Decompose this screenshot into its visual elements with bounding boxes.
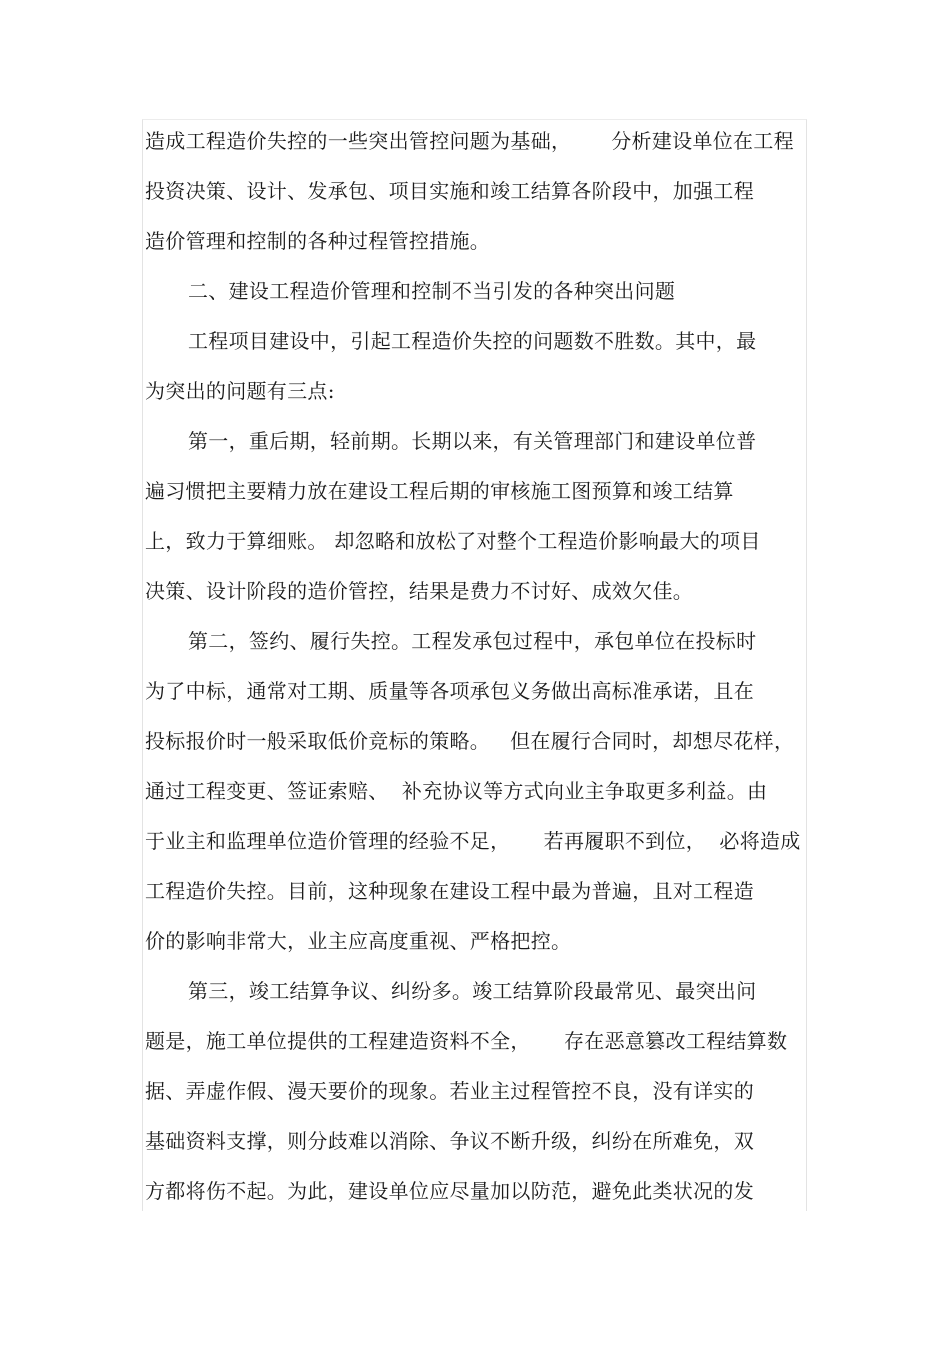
text-line-10: 决策、设计阶段的造价管控，结果是费力不讨好、成效欠佳。 xyxy=(145,579,694,603)
section-heading: 二、建设工程造价管理和控制不当引发的各种突出问题 xyxy=(188,279,676,303)
text-line-22: 方都将伤不起。为此，建设单位应尽量加以防范，避免此类状况的发 xyxy=(145,1179,754,1203)
text-line-11: 第二，签约、履行失控。工程发承包过程中，承包单位在投标时 xyxy=(188,629,757,653)
text-line-5: 工程项目建设中，引起工程造价失控的问题数不胜数。其中，最 xyxy=(188,329,757,353)
text-line-3: 造价管理和控制的各种过程管控措施。 xyxy=(145,229,491,253)
text-line-12: 为了中标，通常对工期、质量等各项承包义务做出高标准承诺，且在 xyxy=(145,679,754,703)
text-line-14: 通过工程变更、签证索赔、 补充协议等方式向业主争取更多利益。由 xyxy=(145,779,768,803)
text-line-7: 第一，重后期，轻前期。长期以来，有关管理部门和建设单位普 xyxy=(188,429,757,453)
text-line-15: 于业主和监理单位造价管理的经验不足， 若再履职不到位， 必将造成 xyxy=(145,829,801,853)
text-line-1: 造成工程造价失控的一些突出管控问题为基础， 分析建设单位在工程 xyxy=(145,129,794,153)
text-line-9: 上，致力于算细账。 却忽略和放松了对整个工程造价影响最大的项目 xyxy=(145,529,761,553)
text-line-16: 工程造价失控。目前，这种现象在建设工程中最为普遍，且对工程造 xyxy=(145,879,754,903)
text-line-8: 遍习惯把主要精力放在建设工程后期的审核施工图预算和竣工结算 xyxy=(145,479,734,503)
text-line-20: 据、弄虚作假、漫天要价的现象。若业主过程管控不良，没有详实的 xyxy=(145,1079,754,1103)
text-line-17: 价的影响非常大，业主应高度重视、严格把控。 xyxy=(145,929,572,953)
text-line-21: 基础资料支撑，则分歧难以消除、争议不断升级，纠纷在所难免，双 xyxy=(145,1129,754,1153)
text-line-6: 为突出的问题有三点: xyxy=(145,379,335,403)
text-line-2: 投资决策、设计、发承包、项目实施和竣工结算各阶段中，加强工程 xyxy=(145,179,754,203)
text-line-19: 题是，施工单位提供的工程建造资料不全， 存在恶意篡改工程结算数 xyxy=(145,1029,788,1053)
text-line-13: 投标报价时一般采取低价竞标的策略。 但在履行合同时，却想尽花样， xyxy=(145,729,795,753)
text-line-18: 第三，竣工结算争议、纠纷多。竣工结算阶段最常见、最突出问 xyxy=(188,979,757,1003)
